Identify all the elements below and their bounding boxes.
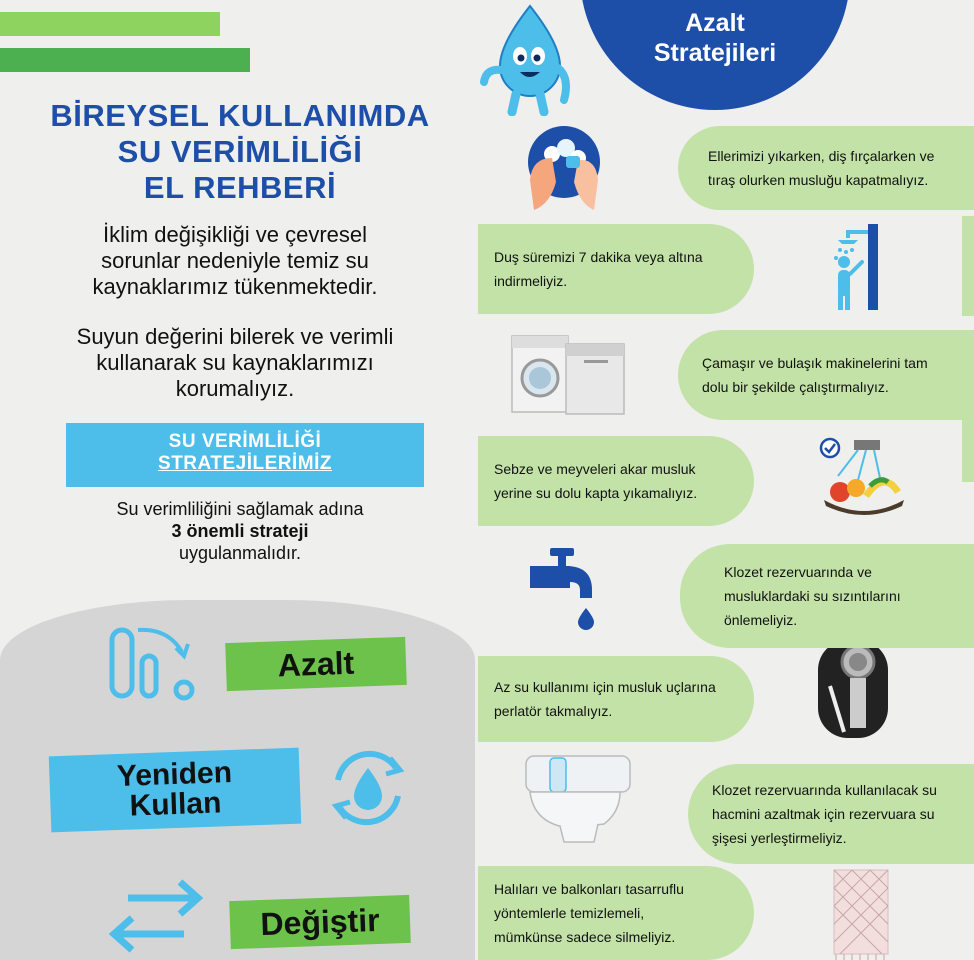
intro-line: sorunlar nedeniyle temiz su	[101, 248, 369, 273]
title-line: SU VERİMLİLİĞİ	[117, 134, 363, 169]
intro-paragraph-2	[30, 324, 440, 402]
tip-line: perlatör takmalıyız.	[494, 703, 613, 719]
tip-line: tıraş olurken musluğu kapatmalıyız.	[708, 172, 929, 188]
replace-icon	[108, 872, 204, 960]
faucet-icon	[526, 544, 602, 632]
washing-machine-icon	[510, 332, 628, 418]
water-drop-mascot-icon	[480, 4, 572, 116]
tip-shower	[478, 224, 754, 314]
shower-icon	[818, 222, 884, 314]
toilet-bottle-icon	[520, 752, 634, 844]
tip-line: hacmini azaltmak için rezervuara su	[712, 806, 935, 822]
reuse-label	[49, 748, 302, 833]
intro-paragraph-1	[30, 222, 440, 300]
edge-decoration	[962, 216, 974, 316]
tip-line: Klozet rezervuarında kullanılacak su	[712, 782, 937, 798]
header-line: Stratejileri	[653, 39, 777, 67]
banner-line: SU VERİMLİLİĞİ	[168, 431, 322, 452]
hand-washing-icon	[522, 122, 608, 214]
strategy-line: uygulanmalıdır.	[178, 543, 302, 563]
vegetable-washing-icon	[818, 436, 910, 516]
tip-rugs	[478, 866, 754, 960]
tip-line: Sebze ve meyveleri akar musluk	[494, 461, 696, 477]
tip-aerator	[478, 656, 754, 742]
tip-line: Halıları ve balkonları tasarruflu	[494, 881, 684, 897]
tip-line: dolu bir şekilde çalıştırmalıyız.	[702, 379, 889, 395]
intro-line: kaynaklarımız tükenmektedir.	[92, 274, 378, 299]
tip-line: mümkünse sadece silmeliyiz.	[494, 929, 676, 945]
reuse-icon	[320, 740, 416, 836]
tip-line: Ellerimizi yıkarken, diş fırçalarken ve	[708, 148, 935, 164]
decorative-stripe-top	[0, 12, 220, 36]
strategies-text	[60, 498, 420, 564]
title-line: BİREYSEL KULLANIMDA	[50, 98, 430, 133]
intro-line: Suyun değerini bilerek ve verimli	[76, 324, 394, 349]
tip-line: indirmeliyiz.	[494, 273, 568, 289]
decorative-stripe-bottom	[0, 48, 250, 72]
intro-line: kullanarak su kaynaklarımızı	[96, 350, 374, 375]
title-line: EL REHBERİ	[143, 170, 337, 205]
strategies-banner	[66, 423, 424, 487]
tip-machines	[678, 330, 974, 420]
tip-vegetables	[478, 436, 754, 526]
tip-line: şişesi yerleştirmeliyiz.	[712, 830, 847, 846]
tip-line: yöntemlerle temizlemeli,	[494, 905, 645, 921]
page-title	[20, 98, 460, 206]
strategy-count: 3 önemli strateji	[171, 521, 309, 541]
header-line: Azalt	[685, 9, 745, 37]
tip-line: yerine su dolu kapta yıkamalıyız.	[494, 485, 698, 501]
intro-line: korumalıyız.	[175, 376, 295, 401]
reuse-label-line: Kullan	[129, 786, 222, 823]
tip-line: Klozet rezervuarında ve	[724, 564, 872, 580]
aerator-icon	[818, 640, 888, 738]
edge-decoration	[962, 412, 974, 482]
tip-line: önlemeliyiz.	[724, 612, 798, 628]
strategy-line: Su verimliliğini sağlamak adına	[116, 499, 364, 519]
tip-line: Duş süremizi 7 dakika veya altına	[494, 249, 703, 265]
rug-icon	[828, 866, 894, 960]
tip-line: musluklardaki su sızıntılarını	[724, 588, 901, 604]
reduce-icon	[106, 622, 206, 708]
tip-line: Çamaşır ve bulaşık makinelerini tam	[702, 355, 928, 371]
tip-hand-washing	[678, 126, 974, 210]
reuse-label-line: Yeniden	[116, 756, 233, 794]
banner-line: STRATEJİLERİMİZ	[158, 453, 332, 474]
section-header	[600, 8, 830, 68]
intro-line: İklim değişikliği ve çevresel	[102, 222, 368, 247]
tip-line: Az su kullanımı için musluk uçlarına	[494, 679, 716, 695]
replace-label: Değiştir	[229, 895, 411, 949]
reduce-label: Azalt	[225, 637, 407, 691]
tip-leaks	[680, 544, 974, 648]
tip-toilet-bottle	[688, 764, 974, 864]
